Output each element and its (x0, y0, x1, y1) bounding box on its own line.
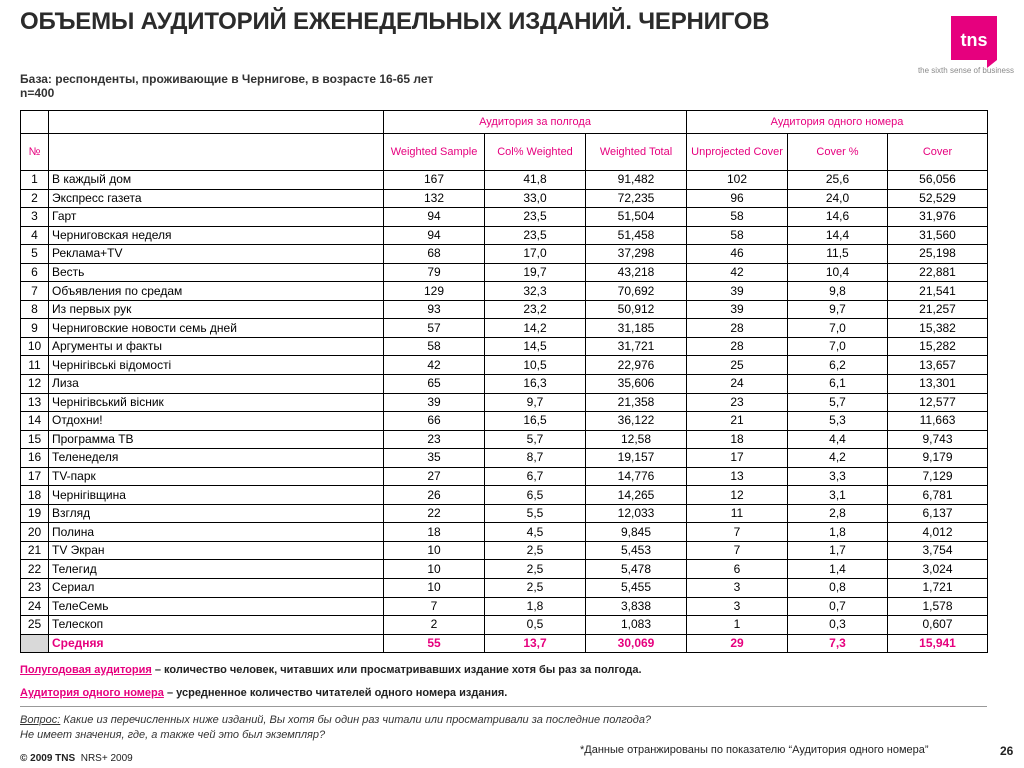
column-header: Cover (888, 134, 988, 171)
cell-value: 11,663 (888, 412, 988, 431)
cell-value: 19,7 (485, 263, 586, 282)
table-row (21, 208, 988, 227)
column-header: Unprojected Cover (687, 134, 788, 171)
cell-value: 9,8 (788, 282, 888, 301)
column-header: Col% Weighted (485, 134, 586, 171)
cell-value: 1,083 (586, 616, 687, 635)
average-row (21, 634, 988, 653)
cell-value: 2 (384, 616, 485, 635)
cell-value: 0,8 (788, 579, 888, 598)
logo-tagline: the sixth sense of business (917, 66, 1014, 75)
question-label: Вопрос: (20, 714, 61, 726)
cell-value: 5,455 (586, 579, 687, 598)
cell-value: 58 (687, 208, 788, 227)
cell-value: 79 (384, 263, 485, 282)
publication-name: Сериал (49, 579, 384, 598)
header-empty (49, 111, 384, 134)
average-label: Средняя (49, 634, 384, 653)
cell-value: 1,7 (788, 541, 888, 560)
cell-value: 7 (384, 597, 485, 616)
tns-logo (951, 16, 997, 68)
cell-value: 4,2 (788, 449, 888, 468)
cell-value: 68 (384, 245, 485, 264)
average-value: 13,7 (485, 634, 586, 653)
cell-value: 12,577 (888, 393, 988, 412)
cell-value: 42 (384, 356, 485, 375)
table-row (21, 337, 988, 356)
row-number: 12 (21, 375, 49, 394)
cell-value: 58 (384, 337, 485, 356)
group-header-half-year: Аудитория за полгода (384, 111, 687, 134)
cell-value: 4,4 (788, 430, 888, 449)
cell-value: 10 (384, 560, 485, 579)
ranking-note: *Данные отранжированы по показателю “Аудитория одного номера” (580, 744, 929, 756)
publication-name: Отдохни! (49, 412, 384, 431)
cell-value: 1,4 (788, 560, 888, 579)
cell-value: 21 (687, 412, 788, 431)
cell-value: 22,881 (888, 263, 988, 282)
cell-value: 132 (384, 189, 485, 208)
cell-value: 14,5 (485, 337, 586, 356)
row-number: 25 (21, 616, 49, 635)
average-value: 30,069 (586, 634, 687, 653)
cell-value: 5,478 (586, 560, 687, 579)
publication-name: Телегид (49, 560, 384, 579)
cell-value: 21,358 (586, 393, 687, 412)
question-line: Не имеет значения, где, а также чей это был экземпляр? (20, 729, 326, 741)
cell-value: 5,5 (485, 504, 586, 523)
column-header-number: № (21, 134, 49, 171)
cell-value: 7,129 (888, 467, 988, 486)
cell-value: 31,721 (586, 337, 687, 356)
row-number: 11 (21, 356, 49, 375)
table-row (21, 412, 988, 431)
publication-name: Чернігівські відомості (49, 356, 384, 375)
publication-name: Гарт (49, 208, 384, 227)
cell-value: 12,033 (586, 504, 687, 523)
footer-source: NRS+ 2009 (80, 753, 133, 764)
cell-value: 5,3 (788, 412, 888, 431)
column-header-name (49, 134, 384, 171)
cell-value: 3,1 (788, 486, 888, 505)
cell-value: 9,179 (888, 449, 988, 468)
cell-value: 2,5 (485, 579, 586, 598)
cell-value: 25 (687, 356, 788, 375)
cell-value: 9,743 (888, 430, 988, 449)
cell-value: 10,5 (485, 356, 586, 375)
cell-value: 3,3 (788, 467, 888, 486)
cell-value: 41,8 (485, 171, 586, 190)
cell-value: 17,0 (485, 245, 586, 264)
cell-value: 46 (687, 245, 788, 264)
cell-value: 102 (687, 171, 788, 190)
definition-single-issue (20, 687, 507, 699)
cell-value: 9,845 (586, 523, 687, 542)
cell-value: 14,265 (586, 486, 687, 505)
table-row (21, 189, 988, 208)
row-number: 3 (21, 208, 49, 227)
cell-value: 22 (384, 504, 485, 523)
cell-value: 70,692 (586, 282, 687, 301)
publication-name: Телескоп (49, 616, 384, 635)
row-number: 4 (21, 226, 49, 245)
cell-value: 5,453 (586, 541, 687, 560)
column-header: Weighted Sample (384, 134, 485, 171)
cell-value: 15,382 (888, 319, 988, 338)
cell-value: 16,5 (485, 412, 586, 431)
cell-value: 93 (384, 300, 485, 319)
row-number: 7 (21, 282, 49, 301)
publication-name: Полина (49, 523, 384, 542)
table-row (21, 171, 988, 190)
table-row (21, 356, 988, 375)
cell-value: 22,976 (586, 356, 687, 375)
cell-value: 1,8 (485, 597, 586, 616)
footer (20, 753, 133, 764)
cell-value: 26 (384, 486, 485, 505)
cell-value: 39 (384, 393, 485, 412)
table-row (21, 579, 988, 598)
row-number: 10 (21, 337, 49, 356)
base-line: База: респонденты, проживающие в Чернигове, в возрасте 16-65 лет (20, 72, 434, 86)
cell-value: 1 (687, 616, 788, 635)
cell-value: 6,1 (788, 375, 888, 394)
cell-value: 50,912 (586, 300, 687, 319)
cell-value: 6,5 (485, 486, 586, 505)
cell-value: 3,838 (586, 597, 687, 616)
cell-value: 14,6 (788, 208, 888, 227)
definition-half-year (20, 664, 642, 676)
cell-value: 66 (384, 412, 485, 431)
cell-value: 56,056 (888, 171, 988, 190)
cell-value: 24,0 (788, 189, 888, 208)
cell-value: 13,301 (888, 375, 988, 394)
cell-value: 5,7 (485, 430, 586, 449)
cell-value: 28 (687, 337, 788, 356)
table-row (21, 226, 988, 245)
cell-value: 23 (384, 430, 485, 449)
cell-value: 15,282 (888, 337, 988, 356)
publication-name: Объявления по средам (49, 282, 384, 301)
table-row (21, 449, 988, 468)
table-row (21, 393, 988, 412)
cell-value: 6,137 (888, 504, 988, 523)
publication-name: Аргументы и факты (49, 337, 384, 356)
publication-name: Чернігівщина (49, 486, 384, 505)
cell-value: 129 (384, 282, 485, 301)
cell-value: 17 (687, 449, 788, 468)
cell-value: 35 (384, 449, 485, 468)
cell-value: 6,2 (788, 356, 888, 375)
cell-value: 21,257 (888, 300, 988, 319)
table-row (21, 541, 988, 560)
row-number: 17 (21, 467, 49, 486)
row-number: 24 (21, 597, 49, 616)
cell-value: 94 (384, 208, 485, 227)
cell-value: 12,58 (586, 430, 687, 449)
average-value: 15,941 (888, 634, 988, 653)
cell-value: 7 (687, 523, 788, 542)
cell-value: 1,8 (788, 523, 888, 542)
cell-value: 3 (687, 597, 788, 616)
table-row (21, 467, 988, 486)
cell-value: 51,504 (586, 208, 687, 227)
table-row (21, 616, 988, 635)
row-number: 8 (21, 300, 49, 319)
cell-value: 18 (687, 430, 788, 449)
cell-value: 14,2 (485, 319, 586, 338)
cell-value: 51,458 (586, 226, 687, 245)
row-number: 21 (21, 541, 49, 560)
table-row (21, 486, 988, 505)
cell-value: 25,6 (788, 171, 888, 190)
publication-name: Теленеделя (49, 449, 384, 468)
cell-value: 2,5 (485, 560, 586, 579)
base-description (20, 72, 433, 100)
table-row (21, 560, 988, 579)
publication-name: ТелеСемь (49, 597, 384, 616)
cell-value: 4,012 (888, 523, 988, 542)
cell-value: 9,7 (485, 393, 586, 412)
cell-value: 18 (384, 523, 485, 542)
column-header: Weighted Total (586, 134, 687, 171)
table-row (21, 245, 988, 264)
cell-value: 52,529 (888, 189, 988, 208)
cell-value: 10,4 (788, 263, 888, 282)
cell-value: 23,5 (485, 226, 586, 245)
page-number: 26 (1000, 744, 1014, 758)
cell-value: 42 (687, 263, 788, 282)
publication-name: TV Экран (49, 541, 384, 560)
cell-value: 2,5 (485, 541, 586, 560)
publication-name: Черниговские новости семь дней (49, 319, 384, 338)
cell-value: 28 (687, 319, 788, 338)
row-number: 22 (21, 560, 49, 579)
average-value: 55 (384, 634, 485, 653)
cell-value: 91,482 (586, 171, 687, 190)
cell-value: 14,4 (788, 226, 888, 245)
cell-value: 2,8 (788, 504, 888, 523)
cell-value: 65 (384, 375, 485, 394)
average-value: 29 (687, 634, 788, 653)
cell-value: 8,7 (485, 449, 586, 468)
cell-value: 7,0 (788, 319, 888, 338)
cell-value: 31,185 (586, 319, 687, 338)
column-header: Cover % (788, 134, 888, 171)
row-number: 20 (21, 523, 49, 542)
group-header-single-issue: Аудитория одного номера (687, 111, 988, 134)
cell-value: 0,3 (788, 616, 888, 635)
cell-value: 23,5 (485, 208, 586, 227)
publication-name: В каждый дом (49, 171, 384, 190)
definition-term: Полугодовая аудитория (20, 664, 152, 676)
header-empty (21, 111, 49, 134)
cell-value: 0,5 (485, 616, 586, 635)
cell-value: 3,754 (888, 541, 988, 560)
average-value: 7,3 (788, 634, 888, 653)
cell-value: 3,024 (888, 560, 988, 579)
publication-name: Программа ТВ (49, 430, 384, 449)
average-empty-cell (21, 634, 49, 653)
cell-value: 14,776 (586, 467, 687, 486)
table-row (21, 282, 988, 301)
row-number: 14 (21, 412, 49, 431)
svg-text:tns: tns (960, 30, 988, 50)
cell-value: 6 (687, 560, 788, 579)
cell-value: 39 (687, 300, 788, 319)
table-row (21, 375, 988, 394)
publication-name: Весть (49, 263, 384, 282)
publication-name: Лиза (49, 375, 384, 394)
cell-value: 16,3 (485, 375, 586, 394)
definition-term: Аудитория одного номера (20, 687, 164, 699)
cell-value: 58 (687, 226, 788, 245)
cell-value: 3 (687, 579, 788, 598)
survey-question (20, 713, 651, 743)
publication-name: Из первых рук (49, 300, 384, 319)
cell-value: 6,781 (888, 486, 988, 505)
cell-value: 7,0 (788, 337, 888, 356)
row-number: 9 (21, 319, 49, 338)
row-number: 15 (21, 430, 49, 449)
cell-value: 43,218 (586, 263, 687, 282)
cell-value: 1,721 (888, 579, 988, 598)
row-number: 1 (21, 171, 49, 190)
table-row (21, 263, 988, 282)
row-number: 2 (21, 189, 49, 208)
copyright: © 2009 TNS (20, 753, 76, 764)
cell-value: 96 (687, 189, 788, 208)
cell-value: 11,5 (788, 245, 888, 264)
row-number: 23 (21, 579, 49, 598)
cell-value: 72,235 (586, 189, 687, 208)
cell-value: 10 (384, 541, 485, 560)
table-row (21, 504, 988, 523)
cell-value: 10 (384, 579, 485, 598)
row-number: 5 (21, 245, 49, 264)
cell-value: 25,198 (888, 245, 988, 264)
cell-value: 23 (687, 393, 788, 412)
cell-value: 27 (384, 467, 485, 486)
definition-text: – усредненное количество читателей одного номера издания. (163, 687, 508, 699)
cell-value: 9,7 (788, 300, 888, 319)
cell-value: 37,298 (586, 245, 687, 264)
cell-value: 1,578 (888, 597, 988, 616)
row-number: 18 (21, 486, 49, 505)
cell-value: 11 (687, 504, 788, 523)
cell-value: 94 (384, 226, 485, 245)
cell-value: 6,7 (485, 467, 586, 486)
cell-value: 0,607 (888, 616, 988, 635)
cell-value: 19,157 (586, 449, 687, 468)
cell-value: 5,7 (788, 393, 888, 412)
row-number: 13 (21, 393, 49, 412)
cell-value: 31,976 (888, 208, 988, 227)
divider (20, 706, 987, 707)
publication-name: Взгляд (49, 504, 384, 523)
table-row (21, 597, 988, 616)
table-row (21, 319, 988, 338)
row-number: 6 (21, 263, 49, 282)
cell-value: 35,606 (586, 375, 687, 394)
table-row (21, 300, 988, 319)
table-body (21, 171, 988, 653)
audience-table (20, 110, 988, 653)
publication-name: Чернігівський вісник (49, 393, 384, 412)
publication-name: Экспресс газета (49, 189, 384, 208)
cell-value: 23,2 (485, 300, 586, 319)
row-number: 16 (21, 449, 49, 468)
sample-size: n=400 (20, 86, 55, 100)
publication-name: Черниговская неделя (49, 226, 384, 245)
table-row (21, 430, 988, 449)
page-title: ОБЪЕМЫ АУДИТОРИЙ ЕЖЕНЕДЕЛЬНЫХ ИЗДАНИЙ. ЧЕРНИГОВ (20, 8, 770, 35)
cell-value: 13,657 (888, 356, 988, 375)
publication-name: TV-парк (49, 467, 384, 486)
cell-value: 4,5 (485, 523, 586, 542)
cell-value: 12 (687, 486, 788, 505)
cell-value: 31,560 (888, 226, 988, 245)
cell-value: 36,122 (586, 412, 687, 431)
table-row (21, 523, 988, 542)
cell-value: 24 (687, 375, 788, 394)
publication-name: Реклама+TV (49, 245, 384, 264)
cell-value: 13 (687, 467, 788, 486)
cell-value: 167 (384, 171, 485, 190)
cell-value: 0,7 (788, 597, 888, 616)
cell-value: 39 (687, 282, 788, 301)
cell-value: 57 (384, 319, 485, 338)
row-number: 19 (21, 504, 49, 523)
cell-value: 33,0 (485, 189, 586, 208)
cell-value: 21,541 (888, 282, 988, 301)
question-line: Какие из перечисленных ниже изданий, Вы хотя бы один раз читали или просматривали за последние полгода? (60, 714, 652, 726)
cell-value: 7 (687, 541, 788, 560)
cell-value: 32,3 (485, 282, 586, 301)
definition-text: – количество человек, читавших или просматривавших издание хотя бы раз за полгода. (151, 664, 642, 676)
